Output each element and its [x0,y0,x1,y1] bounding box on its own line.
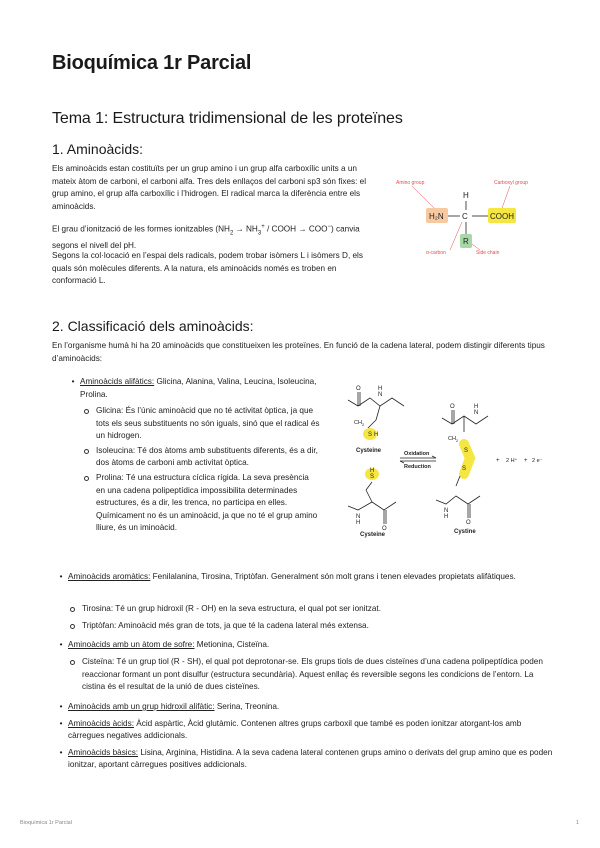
list-item-prolina: Prolina: Té una estructura cíclica rígida. La seva presència en una cadena polipeptídica impossibilita determinades estructures, és a dir, les trenca, no participa en elles. Químicament no és un aminoàcid, ja que no té el grup amino lliure, és un iminoàcid. [96,472,320,535]
svg-text:O: O [450,404,455,410]
svg-text:N: N [444,508,449,514]
side-chain-label: Side chain [476,250,500,256]
cysteine-label-bottom: Cysteine [360,532,386,538]
svg-text:CH2: $CH_2$ [354,420,365,427]
svg-text:H: H [474,404,479,410]
list-item-triptofan: Triptòfan: Aminoàcid més gran de tots, ja que té la cadena lateral més extensa. [82,620,554,633]
list-item-sofre: • Aminoàcids amb un àtom de sofre: Metionina, Cisteïna. [59,640,270,649]
alpha-c-atom: C [462,212,468,221]
svg-text:O: O [356,386,361,392]
amino-group-label: Amino group [396,180,425,186]
svg-text:2 H⁺: 2 H⁺ [506,458,518,464]
list-item-tirosina: Tirosina: Té un grup hidroxil (R - OH) en la seva estructura, el qual pot ser ionitzat. [82,603,554,616]
svg-text:N: N [356,514,361,520]
classification-list-2 [59,571,554,584]
aliphatic-list [71,376,320,401]
reduction-label: Reduction [404,464,431,470]
list-item-acids: • Aminoàcids àcids: Àcid aspàrtic, Àcid glutàmic. Contenen altres grups carboxil que també es poden ionitzar atorgant-los amb càrregues negatives addicionals. [59,718,522,741]
carboxyl-group-label: Carboxyl group [494,180,528,186]
classification-list-4 [59,701,554,772]
cooh-group: COOH [490,212,514,221]
svg-text:N: N [474,410,479,416]
list-item-cisteina: Cisteïna: Té un grup tiol (R - SH), el qual pot deprotonar-se. Els grups tiols de dues cisteïnes d’una cadena polipeptídica poden reaccionar formant un pont disulfur (estructura secundària). Aquest enllaç és reversible segons les condicions de l’entorn. La cistina és el resultat de la unió de dues cisteïnes. [82,656,554,694]
alpha-carbon-label: α-carbon [426,250,446,256]
list-item-aromatics: • Aminoàcids aromàtics: Fenilalanina, Tirosina, Triptòfan. Generalment són molt grans i tenen elevades propietats alifàtiques. [59,572,516,581]
svg-text:O: O [382,526,387,532]
svg-text:O: O [466,520,471,526]
svg-text:H: H [444,514,449,520]
svg-text:CH2: $CH_2$ [448,436,459,443]
h2n-group: H₂N [429,212,444,221]
svg-text:H: H [374,432,379,438]
svg-text:S: S [368,432,373,438]
svg-text:N: N [378,392,383,398]
cystine-bottom [436,476,480,518]
svg-text:2 e⁻: 2 e⁻ [532,458,543,464]
svg-text:S: S [370,474,375,480]
svg-text:S: S [462,466,467,472]
cystine-label: Cystine [454,529,476,535]
section1-paragraph-2: El grau d’ionització de les formes ionitzables ($NH_2 \to NH_3^+$ / COOH → COO−) canvia segons el nivell del pH. [52,224,360,250]
list-item-alifatics: • Aminoàcids alifàtics: Glicina, Alanina, Valina, Leucina, Isoleucina, Prolina. [71,377,317,399]
r-group: R [463,237,469,246]
section1-paragraph-1: Els aminoàcids estan costituïts per un grup amino i un grup alfa carboxílic units a un mateix àtom de carboni, el carboni alfa. Tres dels enllaços del carboni sp3 són fixes: el grup amino, el grup alfa carboxílic i l’hidrogen. El radical marca la diferència entre els aminoàcids. [52,164,367,211]
reaction-arrows [400,456,436,463]
section1-heading: 1. Aminoàcids: [52,141,144,157]
list-item-hidroxil: • Aminoàcids amb un grup hidroxil alifàtic: Serina, Treonina. [59,702,280,711]
document-title: Bioquímica 1r Parcial [52,52,252,74]
sofre-sublist [82,656,554,694]
svg-text:H: H [370,468,375,474]
classification-list-3 [59,639,554,652]
footer-left: Bioquímica 1r Parcial [20,820,72,826]
svg-text:+: + [496,458,500,464]
svg-text:H: H [356,520,361,526]
svg-text:H: H [378,386,383,392]
aromatic-sublist [82,603,554,632]
list-item-basics: • Aminoàcids bàsics: Lisina, Arginina, Histidina. A la seva cadena lateral contenen grups amino o derivats del grup amino que es poden ionitzar, aportant càrregues positives addicionals. [59,747,553,770]
cysteine-cystine-figure [338,378,550,538]
section2-heading: 2. Classificació dels aminoàcids: [52,318,254,334]
cystine-top [442,410,488,432]
footer-page-number: 1 [576,820,580,826]
oxidation-label: Oxidation [404,451,430,457]
section1-paragraph-3: Segons la col·locació en l’espai dels radicals, podem trobar isòmers L i isòmers D, els quals són molècules diferents. A la natura, els aminoàcids només es troben en conformació L. [52,251,363,286]
aliphatic-sublist [96,405,320,535]
list-item-glicina: Glicina: És l’únic aminoàcid que no té activitat òptica, ja que tots els seus substituents no són iguals, sinó que el radical és un hidrogen. [96,405,320,443]
svg-text:S: S [464,448,469,454]
tema-heading: Tema 1: Estructura tridimensional de les proteïnes [52,110,403,127]
list-item-isoleucina: Isoleucina: Té dos àtoms amb substituents diferents, és a dir, dos àtoms de carboni amb activitat òptica. [96,445,320,470]
section2-intro: En l’organisme humà hi ha 20 aminoàcids que constitueixen les proteïnes. En funció de la cadena lateral, podem distingir diferents tipus d’aminoàcids: [52,341,545,363]
svg-text:+: + [524,458,528,464]
cysteine-label-top: Cysteine [356,448,382,454]
amino-acid-structure-figure [390,174,550,266]
h-atom: H [463,191,469,200]
